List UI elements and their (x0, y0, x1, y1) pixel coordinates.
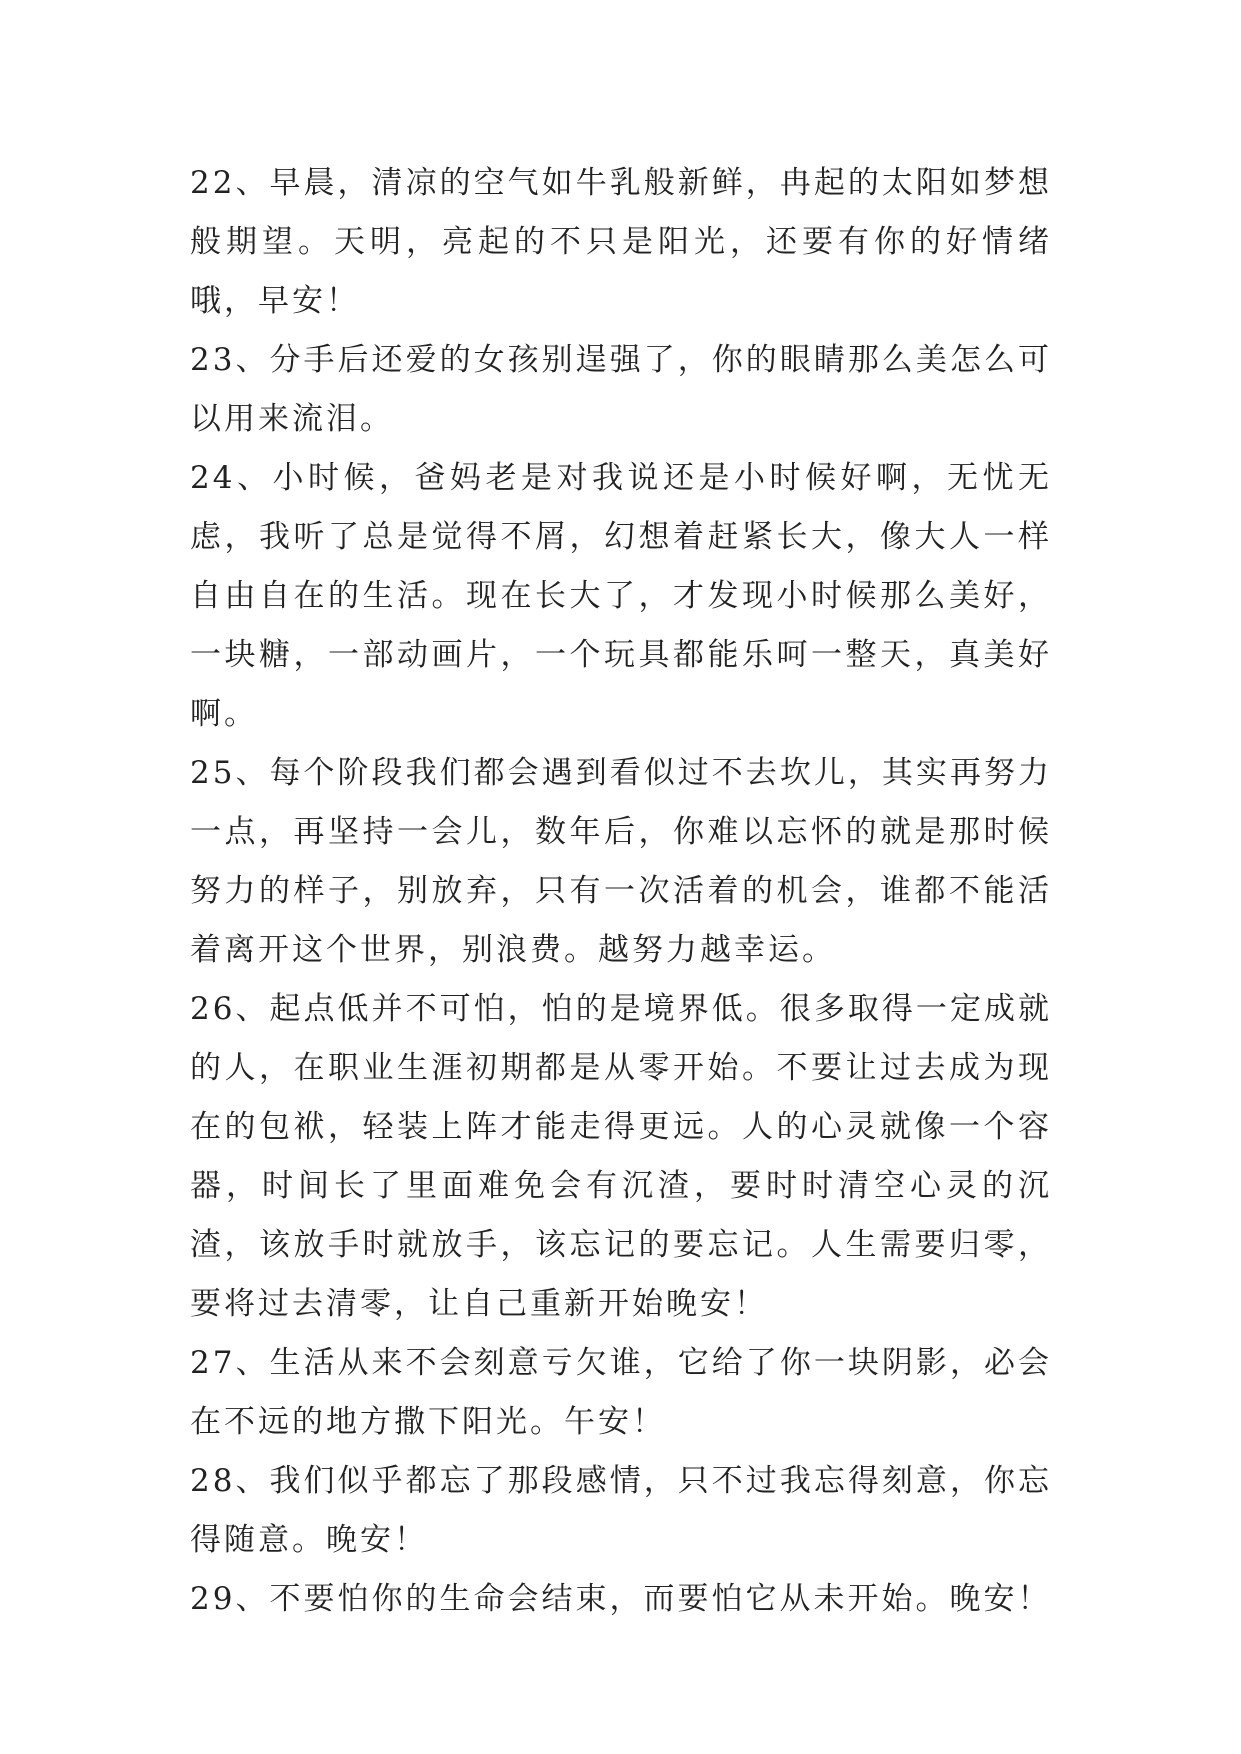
paragraph-24: 24、小时候，爸妈老是对我说还是小时候好啊，无忧无虑，我听了总是觉得不屑，幻想着赶紧长大，像大人一样自由自在的生活。现在长大了，才发现小时候那么美好，一块糖，一部动画片，一个玩具都能乐呵一整天，真美好啊。 (190, 460, 1052, 732)
paragraph-26: 26、起点低并不可怕，怕的是境界低。很多取得一定成就的人，在职业生涯初期都是从零开始。不要让过去成为现在的包袱，轻装上阵才能走得更远。人的心灵就像一个容器，时间长了里面难免会有沉渣，要时时清空心灵的沉渣，该放手时就放手，该忘记的要忘记。人生需要归零，要将过去清零，让自己重新开始晚安！ (190, 991, 1052, 1322)
document-body (190, 154, 1052, 1629)
paragraph-22: 22、早晨，清凉的空气如牛乳般新鲜，冉起的太阳如梦想般期望。天明，亮起的不只是阳光，还要有你的好情绪哦，早安！ (190, 165, 1052, 319)
paragraph-29: 29、不要怕你的生命会结束，而要怕它从未开始。晚安！ (190, 1581, 1052, 1617)
paragraph-25: 25、每个阶段我们都会遇到看似过不去坎儿，其实再努力一点，再坚持一会儿，数年后，你难以忘怀的就是那时候努力的样子，别放弃，只有一次活着的机会，谁都不能活着离开这个世界，别浪费。越努力越幸运。 (190, 755, 1052, 968)
paragraph-23: 23、分手后还爱的女孩别逞强了，你的眼睛那么美怎么可以用来流泪。 (190, 342, 1052, 437)
paragraph-28: 28、我们似乎都忘了那段感情，只不过我忘得刻意，你忘得随意。晚安！ (190, 1463, 1052, 1558)
paragraph-27: 27、生活从来不会刻意亏欠谁，它给了你一块阴影，必会在不远的地方撒下阳光。午安！ (190, 1345, 1052, 1440)
